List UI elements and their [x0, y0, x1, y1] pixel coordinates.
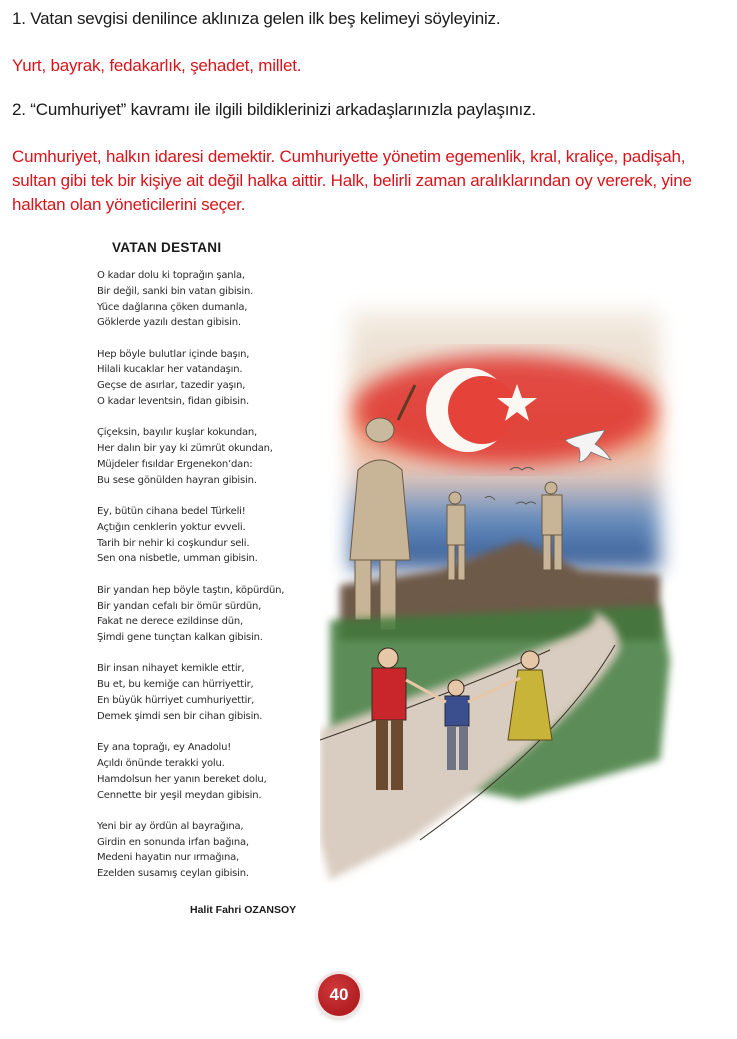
stanza	[97, 661, 317, 724]
poem-line: Geçse de asırlar, tazedir yaşın,	[97, 380, 246, 392]
poem-line: Çiçeksin, bayılır kuşlar kokundan,	[97, 427, 258, 439]
poem-line: Sen ona nisbetle, umman gibisin.	[97, 553, 258, 565]
poem-line: Medeni hayatın nur ırmağına,	[97, 852, 240, 864]
stanza	[97, 740, 317, 803]
poem-line: Yüce dağlarına çöken dumanla,	[97, 301, 248, 313]
poem-line: Cennette bir yeşil meydan gibisin.	[97, 789, 262, 801]
poem-line: Yeni bir ay ördün al bayrağına,	[97, 820, 244, 832]
poem-title: VATAN DESTANI	[112, 240, 222, 255]
poem-line: Her dalın bir yay ki zümrüt okundan,	[97, 443, 273, 455]
poem-line: Ey ana toprağı, ey Anadolu!	[97, 742, 232, 754]
answer-1: Yurt, bayrak, fedakarlık, şehadet, millet.	[12, 56, 302, 75]
stanza	[97, 268, 317, 331]
poem-line: Bir değil, sanki bin vatan gibisin.	[97, 285, 254, 297]
illustration	[320, 240, 700, 900]
stanza	[97, 425, 317, 488]
poem-line: Müjdeler fısıldar Ergenekon’dan:	[97, 458, 253, 470]
answer-2: Cumhuriyet, halkın idaresi demektir. Cumhuriyette yönetim egemenlik, kral, kraliçe, padişah, sultan gibi tek bir kişiye ait değil halka aittir. Halk, belirli zaman aralıklarından oy vererek, yine halktan olan yöneticilerini seçer.	[12, 147, 692, 214]
poem-line: Bu sese gönülden hayran gibisin.	[97, 474, 257, 486]
poem-line: Açtığın cenklerin yoktur evveli.	[97, 521, 246, 533]
poem-line: Ey, bütün cihana bedel Türkeli!	[97, 506, 246, 518]
poem-line: Ezelden susamış ceylan gibisin.	[97, 868, 249, 880]
poem-line: Hamdolsun her yanın bereket dolu,	[97, 773, 267, 785]
poem-line: Bir insan nihayet kemikle ettir,	[97, 663, 245, 675]
page-number-badge: 40	[318, 974, 360, 1016]
poem-line: Demek şimdi sen bir cihan gibisin.	[97, 710, 263, 722]
stanza	[97, 504, 317, 567]
poem-line: Fakat ne derece ezildinse dün,	[97, 616, 244, 628]
poem-line: Bu et, bu kemiğe can hürriyettir,	[97, 679, 254, 691]
poem-line: Şimdi gene tunçtan kalkan gibisin.	[97, 632, 263, 644]
stanza	[97, 819, 317, 882]
poem-line: Göklerde yazılı destan gibisin.	[97, 317, 241, 329]
stanza	[97, 583, 317, 646]
poem-line: Bir yandan cefalı bir ömür sürdün,	[97, 600, 262, 612]
stanza	[97, 347, 317, 410]
poem-author: Halit Fahri OZANSOY	[190, 904, 297, 916]
poem-line: Tarih bir nehir ki coşkundur seli.	[97, 537, 250, 549]
poem-line: Girdin en sonunda irfan bağına,	[97, 836, 249, 848]
poem-line: Hep böyle bulutlar içinde başın,	[97, 348, 250, 360]
poem-line: Bir yandan hep böyle taştın, köpürdün,	[97, 584, 285, 596]
poem	[97, 268, 317, 898]
poem-line: Hilali kucaklar her vatandaşın.	[97, 364, 243, 376]
question-2: 2. “Cumhuriyet” kavramı ile ilgili bildiklerinizi arkadaşlarınızla paylaşınız.	[12, 100, 536, 119]
poem-line: O kadar leventsin, fidan gibisin.	[97, 396, 249, 408]
poem-line: O kadar dolu ki toprağın şanla,	[97, 270, 245, 281]
poem-line: En büyük hürriyet cumhuriyettir,	[97, 695, 255, 707]
poem-line: Açıldı önünde terakki yolu.	[97, 757, 225, 769]
question-1: 1. Vatan sevgisi denilince aklınıza gelen ilk beş kelimeyi söyleyiniz.	[12, 9, 501, 28]
